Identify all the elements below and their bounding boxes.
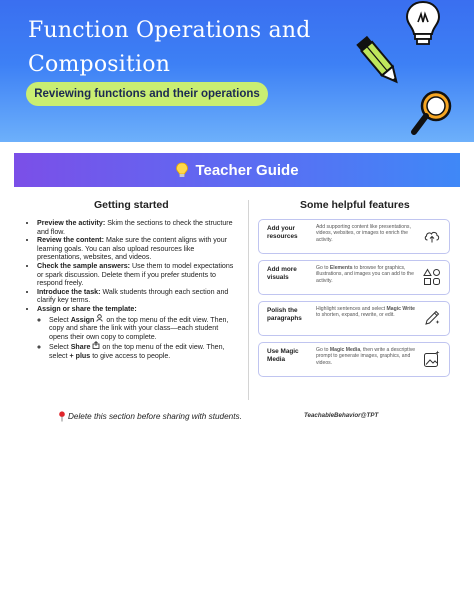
right-column-heading: Some helpful features (300, 199, 410, 211)
feature-card-visuals (258, 260, 450, 295)
delete-note (58, 411, 242, 422)
subtitle-pill: Reviewing functions and their operations (26, 82, 268, 106)
shapes-icon (423, 268, 441, 286)
sub-list-item: ◦ Select Assign on the top menu of the edit view. Then, copy and share the link with your class—each student opens their own copy to complete. (49, 314, 234, 342)
banner-title: Teacher Guide (195, 161, 299, 179)
lightbulb-icon (400, 0, 446, 48)
feature-description: Highlight sentences and select Magic Write to shorten, expand, rewrite, or edit. (316, 306, 416, 319)
magic-pen-icon (423, 309, 441, 327)
sub-list-item: ◦ Select Share on the top menu of the edit view. Then, select + plus to give access to people. (49, 341, 234, 360)
feature-description: Add supporting content like presentations, videos, websites, or images to enrich the activity. (316, 224, 411, 243)
feature-name: Add more visuals (267, 266, 297, 281)
feature-description: Go to Elements to browse for graphics, illustrations, and images you can add to the activity. (316, 265, 414, 284)
credit: TeachableBehavior@TPT (304, 412, 379, 419)
list-item: • Check the sample answers: Use them to model expectations or spark discussion. Delete them if you prefer students to respond freely. (37, 262, 234, 288)
feature-card-resources (258, 219, 450, 254)
assign-icon (96, 314, 104, 322)
column-divider (248, 200, 249, 400)
feature-name: Polish the paragraphs (267, 307, 302, 322)
pin-icon (58, 411, 66, 422)
feature-name: Add your resources (267, 225, 298, 240)
share-icon (92, 341, 100, 349)
lightbulb-icon (175, 162, 189, 178)
magnifier-icon (410, 88, 456, 138)
list-item: • Assign or share the template: ◦ Select Assign on the top menu of the edit view. Then, copy and share the link with your class—each student opens their own copy to complete. ◦ Select Share on the top menu of the edit view. Then, select + plus to give access to people. (37, 305, 234, 361)
feature-description: Go to Magic Media, then write a descriptive prompt to generate images, graphics, and videos. (316, 347, 416, 366)
teacher-guide-banner (14, 153, 460, 187)
list-item: • Review the content: Make sure the content aligns with your learning goals. You can also upload resources like presentations, websites, and videos. (37, 236, 234, 262)
pencil-icon (355, 32, 403, 90)
teacher-guide-card (14, 153, 460, 435)
page-title: Function Operations and Composition (28, 18, 311, 77)
feature-card-paragraphs (258, 301, 450, 336)
feature-name: Use Magic Media (267, 348, 299, 363)
list-item: • Introduce the task: Walk students through each section and clarify key terms. (37, 288, 234, 305)
list-item: • Preview the activity: Skim the sections to check the structure and flow. (37, 219, 234, 236)
feature-card-magic-media (258, 342, 450, 377)
cloud-upload-icon (423, 227, 441, 245)
magic-image-icon (423, 350, 441, 368)
getting-started-list (28, 219, 234, 361)
delete-note-text: Delete this section before sharing with students. (68, 412, 242, 421)
left-column-heading: Getting started (94, 199, 169, 211)
